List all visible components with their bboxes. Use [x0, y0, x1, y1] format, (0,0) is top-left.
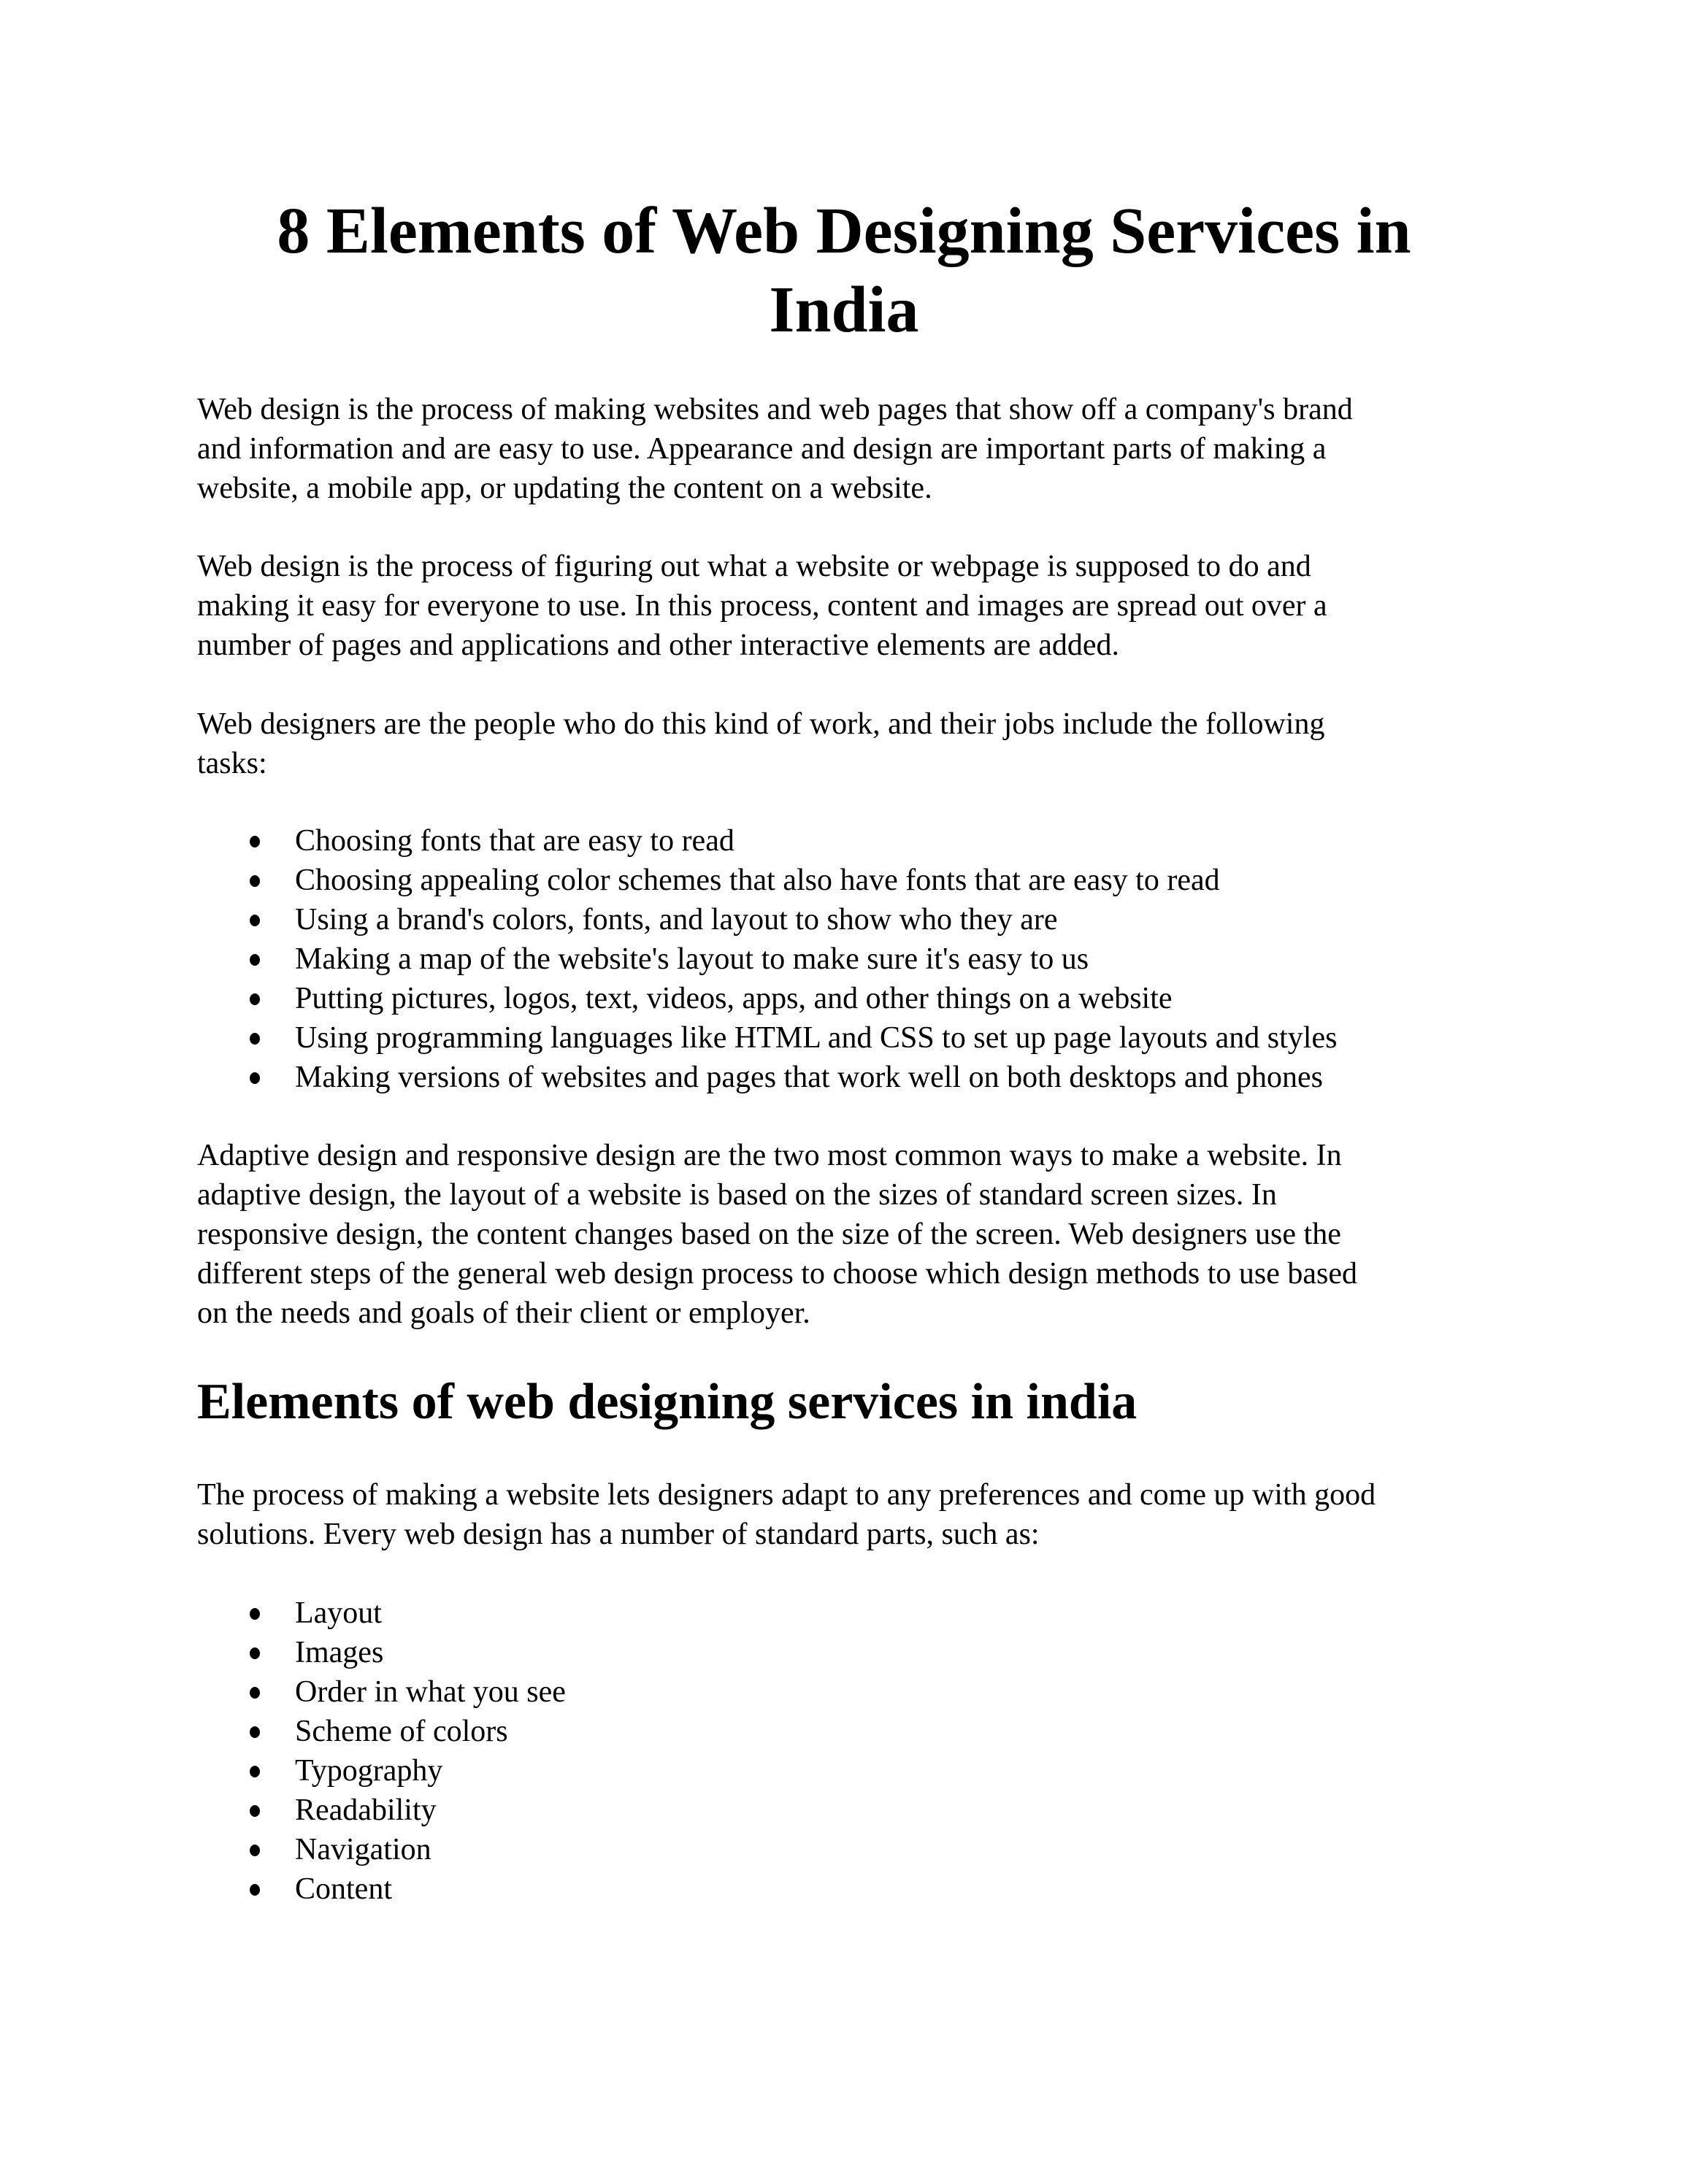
list-item	[0, 939, 1337, 979]
text-line: Web design is the process of figuring out what a website or webpage is supposed to do and	[197, 550, 1311, 583]
list-item-text: Readability	[295, 1793, 437, 1827]
list-item-text: Making versions of websites and pages that work well on both desktops and phones	[295, 1061, 1323, 1094]
paragraph-process	[197, 547, 1327, 665]
text-line: Web designers are the people who do this kind of work, and their jobs include the following	[197, 707, 1325, 741]
list-item-text: Using programming languages like HTML and CSS to set up page layouts and styles	[295, 1021, 1338, 1055]
text-line: on the needs and goals of their client or employer.	[197, 1296, 810, 1330]
elements-list	[0, 1593, 566, 1909]
page-title	[0, 192, 1688, 350]
bullet-icon	[250, 915, 260, 926]
title-line: 8 Elements of Web Designing Services in	[277, 195, 1411, 267]
list-item	[0, 1712, 566, 1751]
list-item-text: Content	[295, 1872, 392, 1906]
list-item-text: Choosing fonts that are easy to read	[295, 824, 734, 858]
bullet-icon	[250, 1805, 260, 1817]
text-line: and information and are easy to use. Appearance and design are important parts of making a	[197, 432, 1327, 466]
title-line: India	[769, 274, 919, 346]
bullet-icon	[250, 954, 260, 966]
list-item	[0, 1672, 566, 1712]
list-item	[0, 1869, 566, 1909]
bullet-icon	[250, 993, 260, 1005]
text-line: number of pages and applications and other interactive elements are added.	[197, 628, 1119, 662]
list-item-text: Layout	[295, 1596, 382, 1630]
text-line: making it easy for everyone to use. In this process, content and images are spread out over a	[197, 589, 1327, 623]
list-item	[0, 821, 1337, 861]
text-line: website, a mobile app, or updating the content on a website.	[197, 472, 932, 505]
list-item	[0, 861, 1337, 900]
list-item-text: Navigation	[295, 1833, 431, 1866]
section-heading: Elements of web designing services in india	[197, 1374, 1138, 1430]
list-item	[0, 1018, 1337, 1058]
list-item-text: Putting pictures, logos, text, videos, apps, and other things on a website	[295, 982, 1173, 1015]
tasks-list	[0, 821, 1337, 1097]
list-item	[0, 900, 1337, 939]
bullet-icon	[250, 836, 260, 847]
text-line: tasks:	[197, 747, 267, 780]
paragraph-elements-intro	[197, 1475, 1376, 1554]
text-line: Adaptive design and responsive design are the two most common ways to make a website. In	[197, 1139, 1342, 1172]
text-line: adaptive design, the layout of a website is based on the sizes of standard screen sizes. In	[197, 1178, 1277, 1212]
text-line: responsive design, the content changes based on the size of the screen. Web designers use the	[197, 1218, 1341, 1251]
list-item	[0, 1830, 566, 1869]
paragraph-intro	[197, 390, 1353, 508]
bullet-icon	[250, 1766, 260, 1777]
bullet-icon	[250, 1647, 260, 1659]
list-item-text: Typography	[295, 1754, 443, 1788]
bullet-icon	[250, 1845, 260, 1856]
paragraph-adaptive	[197, 1136, 1357, 1333]
list-item	[0, 1633, 566, 1672]
list-item-text: Images	[295, 1636, 384, 1669]
bullet-icon	[250, 875, 260, 887]
bullet-icon	[250, 1072, 260, 1084]
list-item	[0, 979, 1337, 1018]
text-line: solutions. Every web design has a number of standard parts, such as:	[197, 1518, 1040, 1551]
list-item	[0, 1593, 566, 1633]
bullet-icon	[250, 1608, 260, 1620]
list-item-text: Making a map of the website's layout to make sure it's easy to us	[295, 942, 1089, 976]
text-line: The process of making a website lets designers adapt to any preferences and come up with good	[197, 1478, 1376, 1512]
bullet-icon	[250, 1033, 260, 1045]
list-item-text: Using a brand's colors, fonts, and layout to show who they are	[295, 903, 1058, 937]
text-line: Web design is the process of making websites and web pages that show off a company's brand	[197, 393, 1353, 426]
bullet-icon	[250, 1884, 260, 1896]
list-item-text: Scheme of colors	[295, 1715, 508, 1748]
list-item-text: Order in what you see	[295, 1675, 566, 1709]
list-item-text: Choosing appealing color schemes that also have fonts that are easy to read	[295, 864, 1220, 897]
list-item	[0, 1058, 1337, 1097]
list-item	[0, 1751, 566, 1791]
text-line: different steps of the general web design process to choose which design methods to use based	[197, 1257, 1357, 1291]
bullet-icon	[250, 1726, 260, 1738]
bullet-icon	[250, 1687, 260, 1699]
paragraph-designers	[197, 704, 1324, 783]
list-item	[0, 1791, 566, 1830]
